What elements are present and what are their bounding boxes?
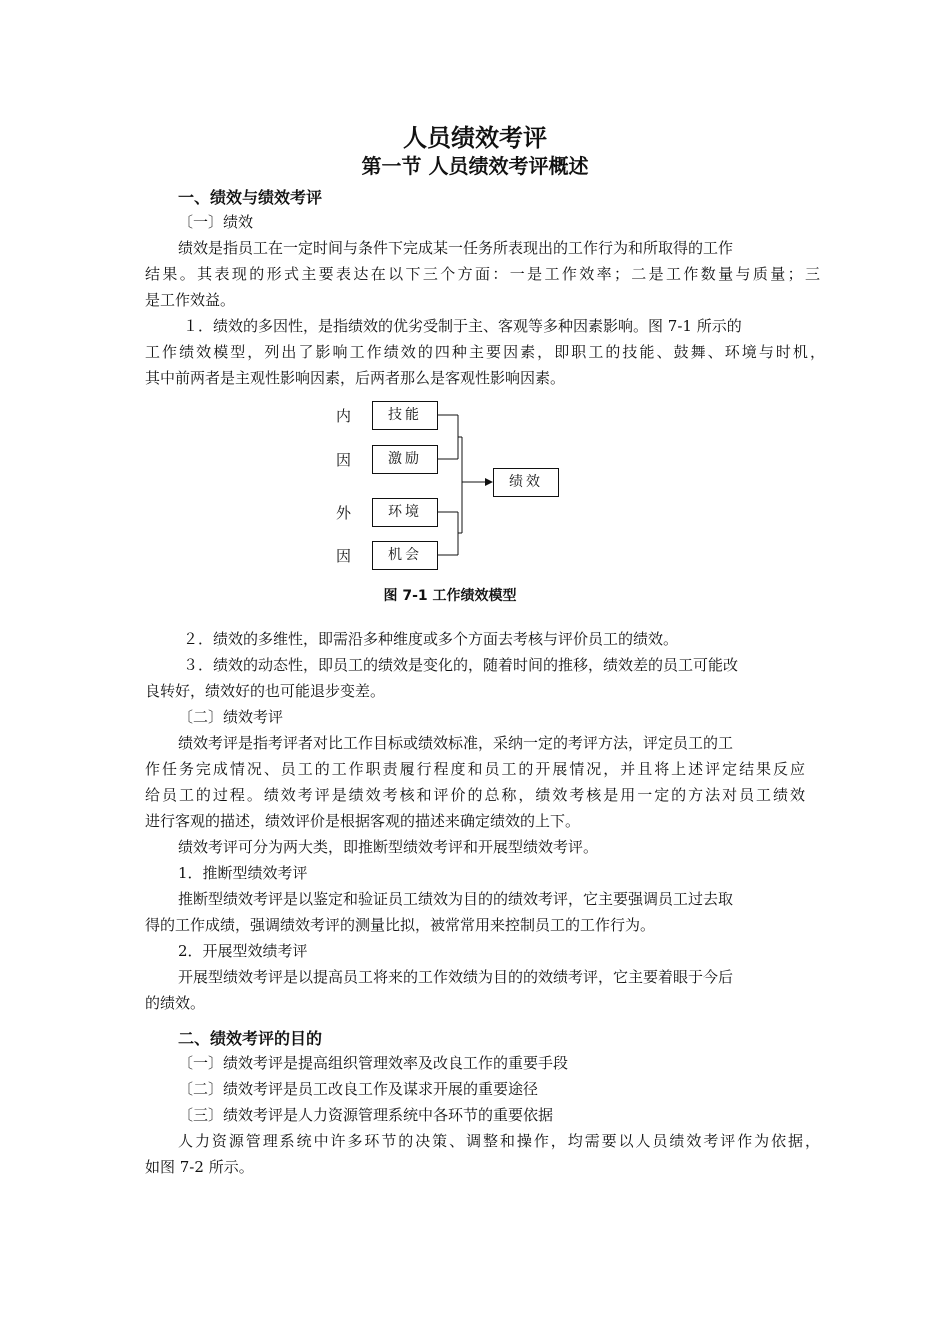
document-title: 人员绩效考评	[403, 124, 547, 152]
paragraph-line: 绩效考评可分为两大类，即推断型绩效考评和开展型绩效考评。	[178, 838, 599, 856]
paragraph-line: 作任务完成情况、员工的工作职责履行程度和员工的开展情况，并且将上述评定结果反应	[145, 760, 805, 778]
paragraph-line: 其中前两者是主观性影响因素，后两者那么是客观性影响因素。	[145, 369, 566, 387]
paragraph-line: 工作绩效模型，列出了影响工作绩效的四种主要因素，即职工的技能、鼓舞、环境与时机，	[145, 343, 825, 361]
paragraph-line: 如图 7-2 所示。	[145, 1158, 254, 1176]
box-skill: 技能	[372, 401, 438, 430]
paragraph-line: 给员工的过程。绩效考评是绩效考核和评价的总称，绩效考核是用一定的方法对员工绩效	[145, 786, 805, 804]
purpose-item: 〔三〕绩效考评是人力资源管理系统中各环节的重要依据	[178, 1106, 554, 1124]
type2-title: 2．开展型效绩考评	[178, 942, 308, 960]
type1-title: 1．推断型绩效考评	[178, 864, 308, 882]
label-internal-1: 内	[336, 407, 352, 425]
paragraph-line: 开展型绩效考评是以提高员工将来的工作效绩为目的的效绩考评，它主要着眼于今后	[178, 968, 734, 986]
paragraph-line: ３．绩效的动态性，即员工的绩效是变化的，随着时间的推移，绩效差的员工可能改	[183, 656, 739, 674]
box-performance: 绩效	[493, 468, 559, 497]
label-external-2: 因	[336, 547, 352, 565]
subheading-performance: 〔一〕绩效	[178, 213, 254, 231]
paragraph-line: 是工作效益。	[145, 291, 236, 309]
paragraph-line: 人力资源管理系统中许多环节的决策、调整和操作，均需要以人员绩效考评作为依据，	[178, 1132, 820, 1150]
paragraph-line: 进行客观的描述，绩效评价是根据客观的描述来确定绩效的上下。	[145, 812, 581, 830]
purpose-item: 〔一〕绩效考评是提高组织管理效率及改良工作的重要手段	[178, 1054, 569, 1072]
paragraph-line: 绩效是指员工在一定时间与条件下完成某一任务所表现出的工作行为和所取得的工作	[178, 239, 734, 257]
label-internal-2: 因	[336, 451, 352, 469]
paragraph-line: 结果。其表现的形式主要表达在以下三个方面：一是工作效率；二是工作数量与质量；三	[145, 265, 820, 283]
paragraph-line: １．绩效的多因性，是指绩效的优劣受制于主、客观等多种因素影响。图 7-1 所示的	[183, 317, 742, 335]
paragraph-line: 得的工作成绩，强调绩效考评的测量比拟，被常常用来控制员工的工作行为。	[145, 916, 656, 934]
paragraph-line: ２．绩效的多维性，即需沿多种维度或多个方面去考核与评价员工的绩效。	[183, 630, 679, 648]
label-external-1: 外	[336, 504, 352, 522]
box-opportunity: 机会	[372, 541, 438, 570]
heading-one: 一、绩效与绩效考评	[178, 188, 323, 207]
box-environment: 环境	[372, 498, 438, 527]
section-title: 第一节 人员绩效考评概述	[361, 154, 589, 178]
paragraph-line: 绩效考评是指考评者对比工作目标或绩效标准，采纳一定的考评方法，评定员工的工	[178, 734, 734, 752]
paragraph-line: 的绩效。	[145, 994, 206, 1012]
paragraph-line: 推断型绩效考评是以鉴定和验证员工绩效为目的的绩效考评，它主要强调员工过去取	[178, 890, 734, 908]
figure-caption: 图 7-1 工作绩效模型	[383, 588, 517, 604]
box-motivation: 激励	[372, 445, 438, 474]
performance-model-diagram	[325, 395, 575, 580]
paragraph-line: 良转好，绩效好的也可能退步变差。	[145, 682, 386, 700]
heading-two: 二、绩效考评的目的	[178, 1029, 323, 1048]
subheading-appraisal: 〔二〕绩效考评	[178, 708, 284, 726]
purpose-item: 〔二〕绩效考评是员工改良工作及谋求开展的重要途径	[178, 1080, 539, 1098]
